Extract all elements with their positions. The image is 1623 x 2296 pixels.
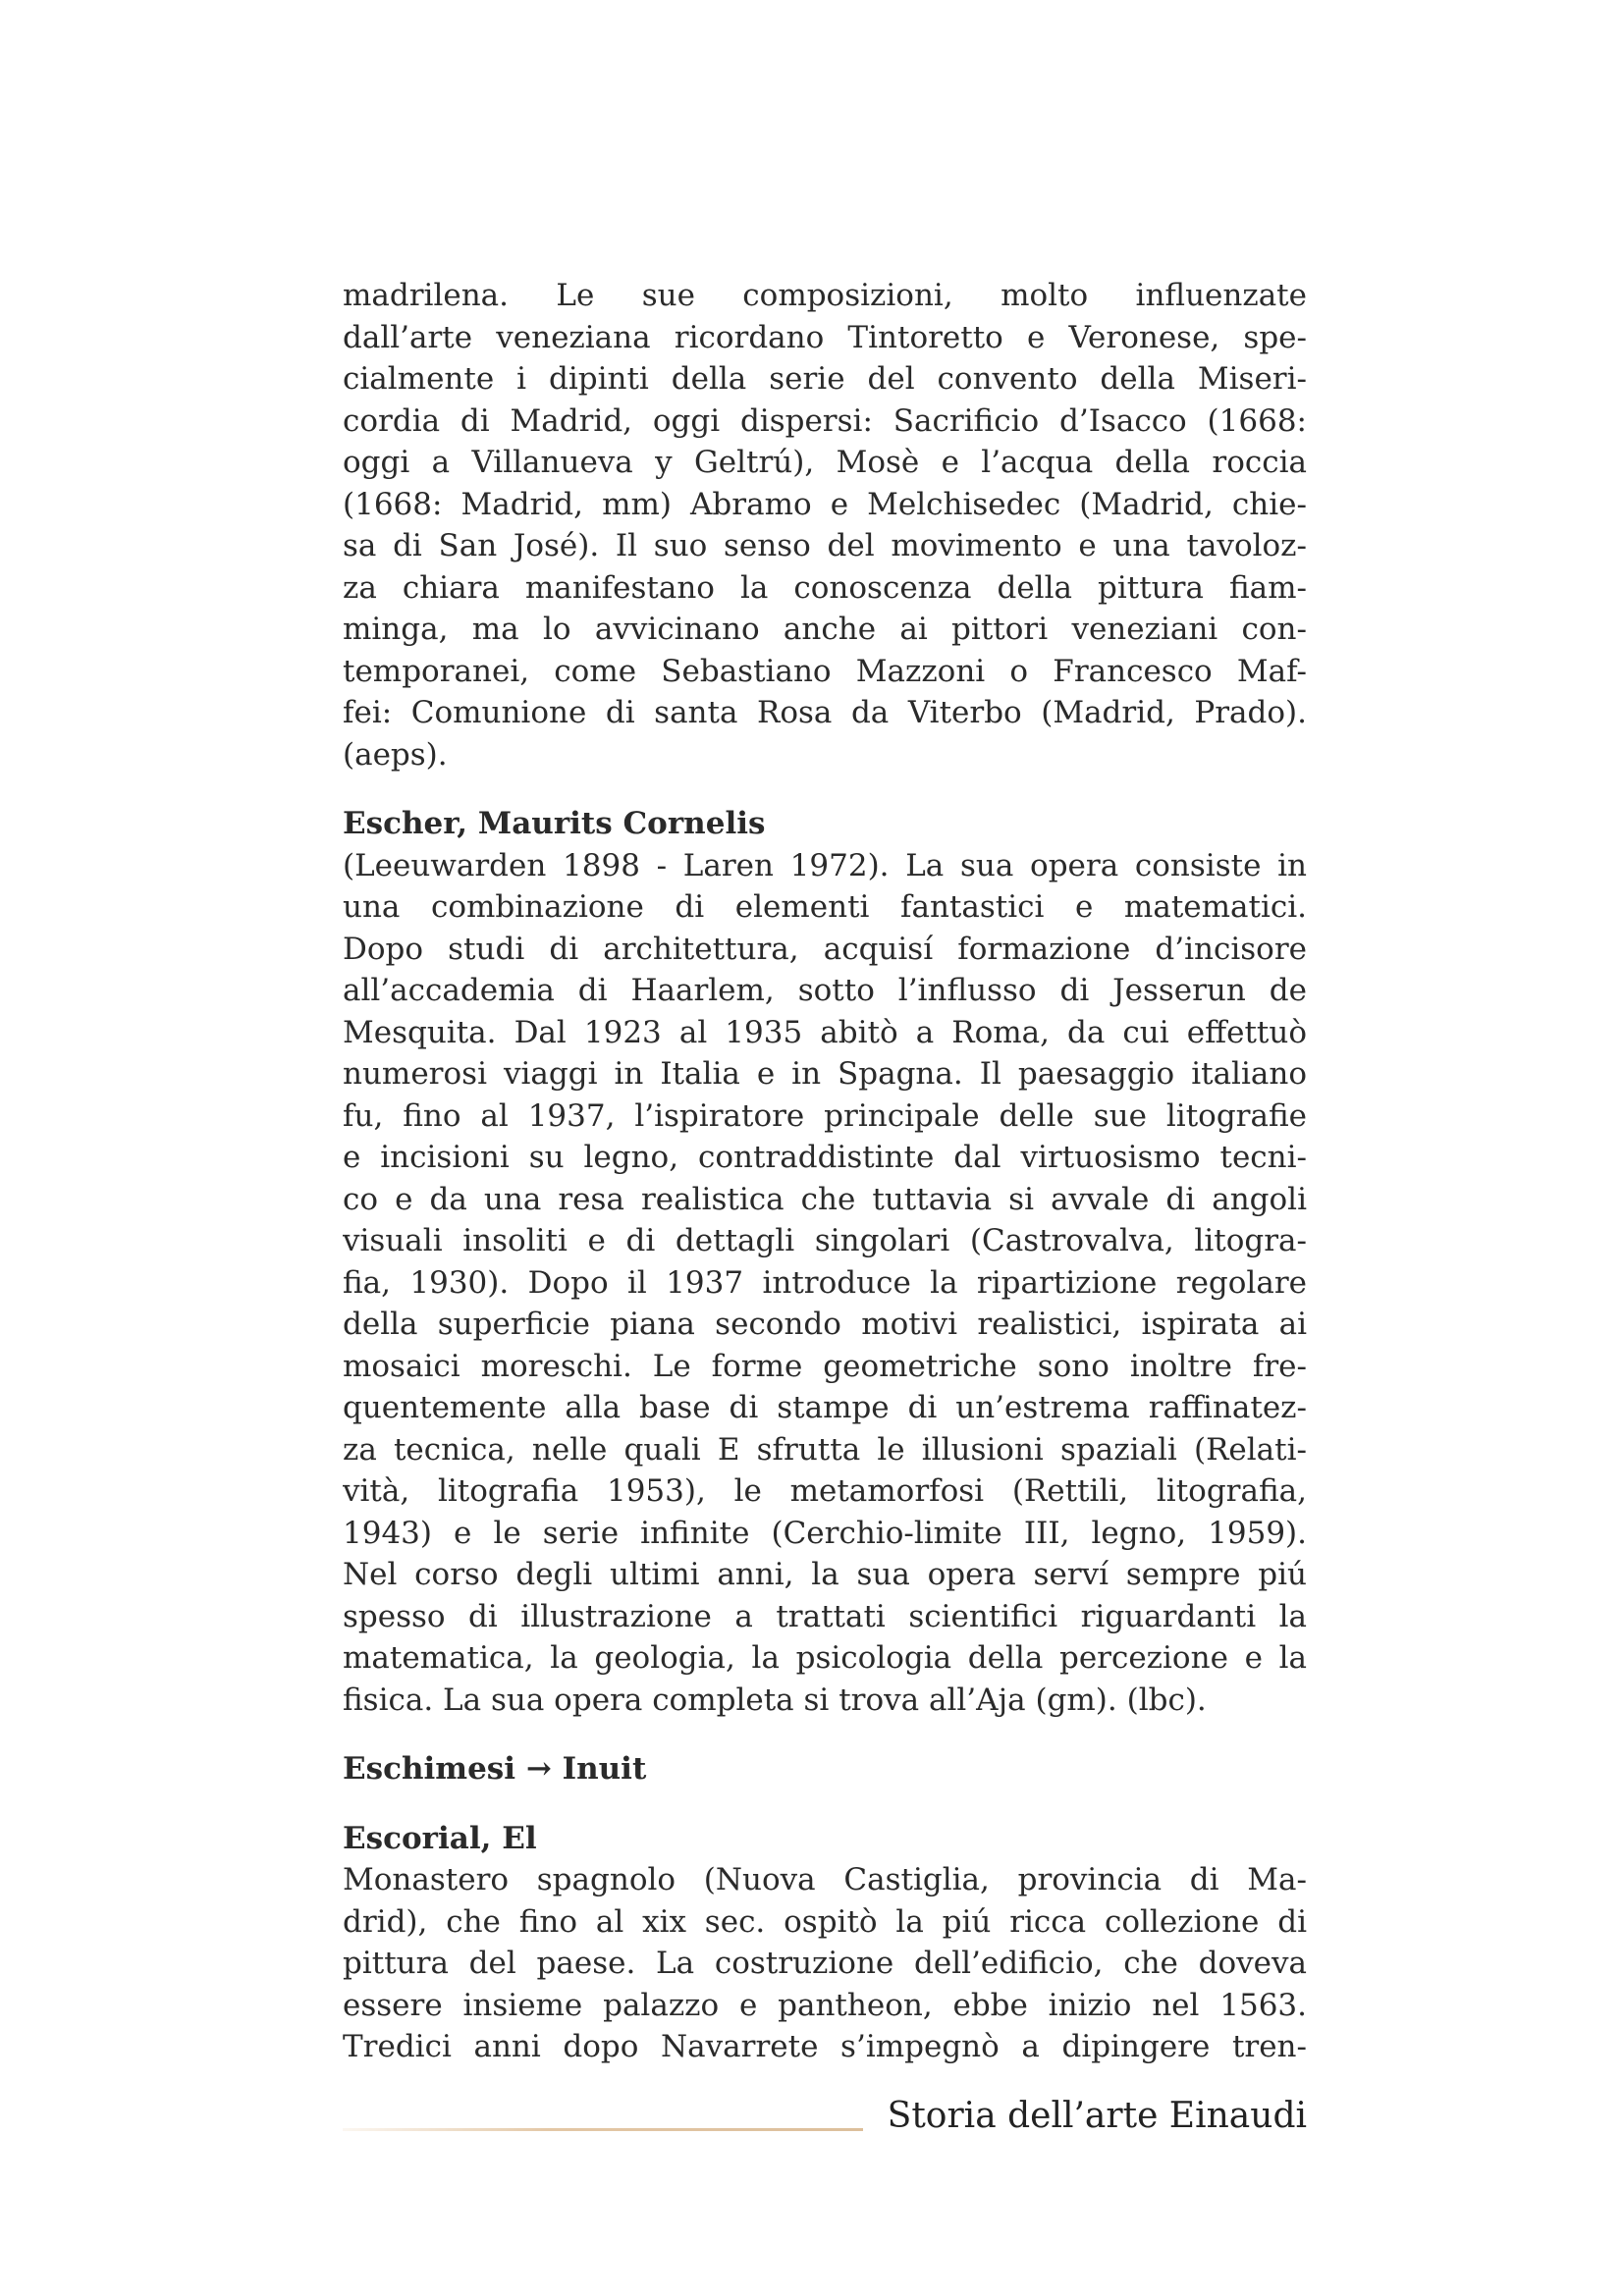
- text-line: numerosi viaggi in Italia e in Spagna. Il paesaggio italiano: [343, 1056, 1307, 1092]
- text-column: [343, 275, 1307, 2068]
- paragraph-continued: [343, 275, 1307, 775]
- text-line: co e da una resa realistica che tuttavia si avvale di angoli: [343, 1181, 1307, 1217]
- text-line: sa di San José). Il suo senso del movimento e una tavoloz-: [343, 528, 1307, 563]
- text-line: visuali insoliti e di dettagli singolari (Castrovalva, litogra-: [343, 1223, 1307, 1258]
- text-line: dall’arte veneziana ricordano Tintoretto e Veronese, spe-: [343, 319, 1307, 355]
- text-line: fei: Comunione di santa Rosa da Viterbo (Madrid, Prado).: [343, 695, 1307, 730]
- entry-heading-eschimesi: Eschimesi → Inuit: [343, 1751, 647, 1787]
- spacer: [343, 775, 1307, 803]
- spacer: [343, 1790, 1307, 1818]
- entry-body-escher: [343, 845, 1307, 1722]
- text-line: Tredici anni dopo Navarrete s’impegnò a dipingere tren-: [343, 2029, 1307, 2064]
- spacer: [343, 1721, 1307, 1748]
- text-line: pittura del paese. La costruzione dell’edificio, che doveva: [343, 1946, 1307, 1981]
- page-footer: [343, 2096, 1307, 2155]
- footer-title: Storia dell’arte Einaudi: [887, 2096, 1307, 2136]
- text-line: matematica, la geologia, la psicologia della percezione e la: [343, 1640, 1307, 1676]
- text-line: vità, litografia 1953), le metamorfosi (Rettili, litografia,: [343, 1473, 1307, 1509]
- footer-rule: [343, 2128, 863, 2131]
- text-line: Nel corso degli ultimi anni, la sua opera serví sempre piú: [343, 1557, 1307, 1592]
- text-line: mosaici moreschi. Le forme geometriche sono inoltre fre-: [343, 1348, 1307, 1384]
- text-line: cordia di Madrid, oggi dispersi: Sacrificio d’Isacco (1668:: [343, 402, 1307, 439]
- text-line: cialmente i dipinti della serie del convento della Miseri-: [343, 361, 1307, 397]
- text-line: minga, ma lo avvicinano anche ai pittori veneziani con-: [343, 612, 1307, 647]
- entry-body-escorial: [343, 1859, 1307, 2068]
- text-line: fu, fino al 1937, l’ispiratore principale delle sue litografie: [343, 1097, 1307, 1134]
- text-line: all’accademia di Haarlem, sotto l’influsso di Jesserun de: [343, 973, 1307, 1008]
- entry-heading-escorial: Escorial, El: [343, 1820, 537, 1856]
- text-line: za tecnica, nelle quali E sfrutta le illusioni spaziali (Relati-: [343, 1431, 1307, 1468]
- text-line: oggi a Villanueva y Geltrú), Mosè e l’acqua della roccia: [343, 445, 1307, 480]
- text-line: temporanei, come Sebastiano Mazzoni o Francesco Maf-: [343, 653, 1307, 689]
- text-line: Mesquita. Dal 1923 al 1935 abitò a Roma, da cui effettuò: [343, 1014, 1307, 1050]
- text-line: (Leeuwarden 1898 - Laren 1972). La sua opera consiste in: [343, 847, 1307, 883]
- text-line: della superficie piana secondo motivi realistici, ispirata ai: [343, 1307, 1307, 1342]
- text-line: 1943) e le serie infinite (Cerchio-limite III, legno, 1959).: [343, 1515, 1307, 1551]
- text-line: (1668: Madrid, mm) Abramo e Melchisedec (Madrid, chie-: [343, 486, 1307, 522]
- text-line: Dopo studi di architettura, acquisí formazione d’incisore: [343, 931, 1307, 967]
- text-line: Monastero spagnolo (Nuova Castiglia, provincia di Ma-: [343, 1862, 1307, 1897]
- text-line: madrilena. Le sue composizioni, molto influenzate: [343, 278, 1307, 313]
- text-line: essere insieme palazzo e pantheon, ebbe inizio nel 1563.: [343, 1987, 1307, 2023]
- text-line: za chiara manifestano la conoscenza della pittura fiam-: [343, 569, 1307, 606]
- text-line: fisica. La sua opera completa si trova all’Aja (gm). (lbc).: [343, 1682, 1207, 1718]
- text-line: spesso di illustrazione a trattati scientifici riguardanti la: [343, 1598, 1307, 1634]
- text-line: e incisioni su legno, contraddistinte dal virtuosismo tecni-: [343, 1140, 1307, 1175]
- text-line: una combinazione di elementi fantastici e matematici.: [343, 889, 1307, 925]
- text-line: (aeps).: [343, 736, 448, 773]
- text-line: drid), che fino al xix sec. ospitò la piú ricca collezione di: [343, 1903, 1307, 1940]
- text-line: fia, 1930). Dopo il 1937 introduce la ripartizione regolare: [343, 1264, 1307, 1301]
- entry-heading-escher: Escher, Maurits Cornelis: [343, 806, 766, 841]
- text-line: quentemente alla base di stampe di un’estrema raffinatez-: [343, 1390, 1307, 1425]
